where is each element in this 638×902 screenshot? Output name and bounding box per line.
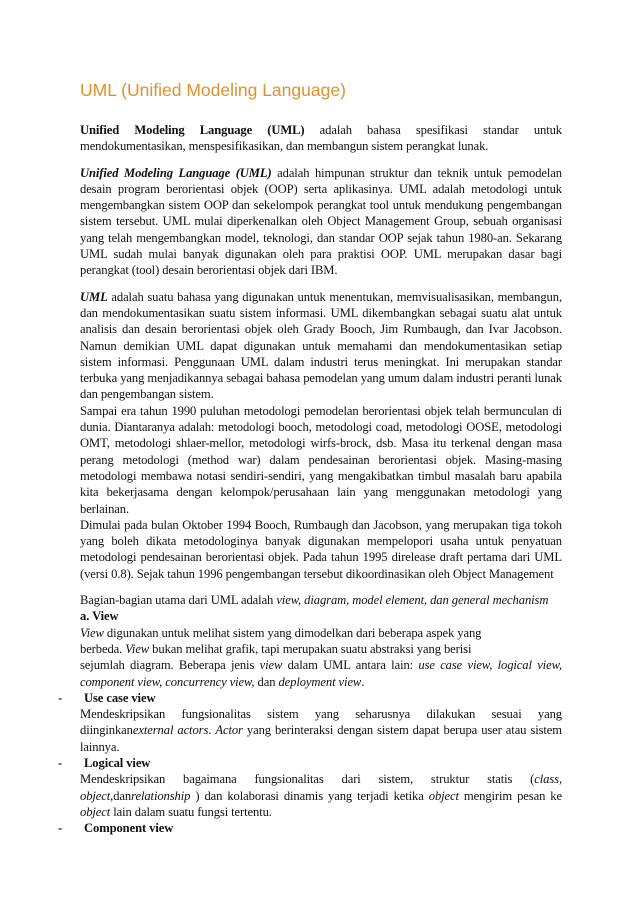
term-relationship: relationship <box>131 788 191 803</box>
paragraph-booch: Dimulai pada bulan Oktober 1994 Booch, Rumbaugh dan Jacobson, yang merupakan tiga tokoh yang boleh dikata metodologinya banyak digunakan mempelopori usaha untuk penyatuan metodologi pendesainan berorientasi objek. Pada tahun 1995 direlease draft pertama dari UML (versi 0.8). Sejak tahun 1996 pengembangan tersebut dikoordinasikan oleh Object Management <box>80 517 562 581</box>
logical-description <box>80 771 562 820</box>
paragraph-text: dalam UML antara lain: <box>282 658 419 673</box>
paragraph-text: digunakan untuk melihat sistem yang dimodelkan dari beberapa aspek yang <box>103 625 482 640</box>
view-line-3 <box>80 657 562 690</box>
list-item-use-case-view <box>58 690 562 755</box>
paragraph-text: . <box>361 674 365 689</box>
paragraph-uml-language <box>80 289 562 403</box>
paragraph-definition <box>80 122 562 155</box>
paragraph-text: adalah suatu bahasa yang digunakan untuk menentukan, memvisualisasikan, membangun, dan mendokumentasikan suatu sistem informasi. UML dikembangkan sebagai suatu alat untuk analisis dan desain berorientasi objek oleh Grady Booch, Jim Rumbaugh, dan Ivar Jacobson. Namun demikian UML dapat digunakan untuk memahami dan mendokumentasikan setiap sistem informasi. Penggunaan UML dalam industri terus meningkat. Ini merupakan standar terbuka yang menjadikannya sebagai bahasa pemodelan yang umum dalam industri peranti lunak dan pengembangan sistem. <box>80 289 562 402</box>
document-body <box>58 122 563 836</box>
term-view: View <box>125 641 150 656</box>
bullet-dash: - <box>58 690 63 705</box>
heading-text: Logical view <box>84 755 151 770</box>
view-types: use case view, logical view, component view, concurrency view, <box>80 658 562 689</box>
paragraph-text: lain dalam suatu fungsi tertentu. <box>110 804 272 819</box>
term-object: object <box>428 788 459 803</box>
paragraph-text: Mendeskripsikan bagaimana fungsionalitas dari sistem, struktur statis ( <box>80 772 535 787</box>
term-external-actors: external actors <box>132 723 209 738</box>
paragraph-uml-structure <box>80 165 562 279</box>
view-line-2 <box>80 641 562 657</box>
paragraph-text: Mendeskripsikan fungsionalitas sistem yang seharusnya dilakukan sesuai yang diinginkan <box>80 707 562 738</box>
heading-text: Use case view <box>84 690 156 705</box>
term-uml: UML <box>80 289 108 304</box>
page-title: UML (Unified Modeling Language) <box>80 80 346 100</box>
term-deployment-view: deployment view <box>278 674 362 689</box>
heading-use-case-view <box>58 690 562 706</box>
view-line-1 <box>80 625 562 641</box>
paragraph-text: adalah bahasa spesifikasi standar untuk mendokumentasikan, menspesifikasikan, dan membangun sistem perangkat lunak. <box>80 123 563 154</box>
term-class-object: class, object, <box>80 772 562 803</box>
paragraph-text: berbeda. <box>80 641 126 656</box>
list-item-logical-view <box>58 755 562 820</box>
term-uml: Unified Modeling Language (UML) <box>80 123 305 137</box>
heading-logical-view <box>58 755 562 771</box>
paragraph-text: ) dan kolaborasi dinamis yang terjadi ketika <box>190 788 429 803</box>
paragraph-history: Sampai era tahun 1990 puluhan metodologi pemodelan berorientasi objek telah bermunculan di dunia. Diantaranya adalah: metodologi booch, metodologi coad, metodologi OOSE, metodologi OMT, metodologi shlaer-mellor, metodologi wirfs-brock, dsb. Masa itu terkenal dengan masa perang metodologi (method war) dalam pendesainan berorientasi objek. Masing-masing metodologi membawa notasi sendiri-sendiri, yang mengakibatkan timbul masalah baru apabila kita bekerjasama dengan kelompok/perusahaan lain yang menggunakan metodologi yang berlainan. <box>80 403 562 516</box>
bullet-dash: - <box>58 755 63 770</box>
term-view: View <box>80 625 104 640</box>
term-uml: Unified Modeling Language (UML) <box>80 165 272 180</box>
paragraph-text: . <box>208 723 216 738</box>
heading-view: a. View <box>80 609 119 624</box>
paragraph-text: dan <box>113 788 132 803</box>
bullet-dash: - <box>58 821 63 836</box>
term-object: object <box>80 804 111 819</box>
parts-list: view, diagram, model element, dan general mechanism <box>276 593 549 608</box>
paragraph-text: dan <box>254 674 279 689</box>
paragraph-text: bukan melihat grafik, tapi merupakan suatu abstraksi yang berisi <box>149 641 472 656</box>
paragraph-text: adalah himpunan struktur dan teknik untuk pemodelan desain program berorientasi objek (OOP) serta aplikasinya. UML adalah metodologi untuk mengembangkan sistem OOP dan sekelompok perangkat tool untuk mendukung pengembangan sistem tersebut. UML mulai diperkenalkan oleh Object Management Group, sebuah organisasi yang telah mengembangkan model, teknologi, dan standar OOP sejak tahun 1980-an. Sekarang UML sudah mulai banyak digunakan oleh para praktisi OOP. UML merupakan dasar bagi perangkat (tool) desain berorientasi objek dari IBM. <box>80 165 562 278</box>
term-actor: Actor <box>215 723 243 738</box>
term-view: view <box>259 658 283 673</box>
list-item-component-view <box>58 820 562 836</box>
paragraph-text: mengirim pesan ke <box>458 788 562 803</box>
heading-component-view <box>58 820 562 836</box>
use-case-description <box>80 706 562 755</box>
paragraph-parts <box>80 592 562 608</box>
paragraph-text: sejumlah diagram. Beberapa jenis <box>80 658 260 673</box>
heading-text: Component view <box>84 821 174 836</box>
paragraph-text: yang berinteraksi dengan sistem dapat berupa user atau sistem lainnya. <box>80 723 562 754</box>
paragraph-text: Bagian-bagian utama dari UML adalah <box>80 593 277 608</box>
